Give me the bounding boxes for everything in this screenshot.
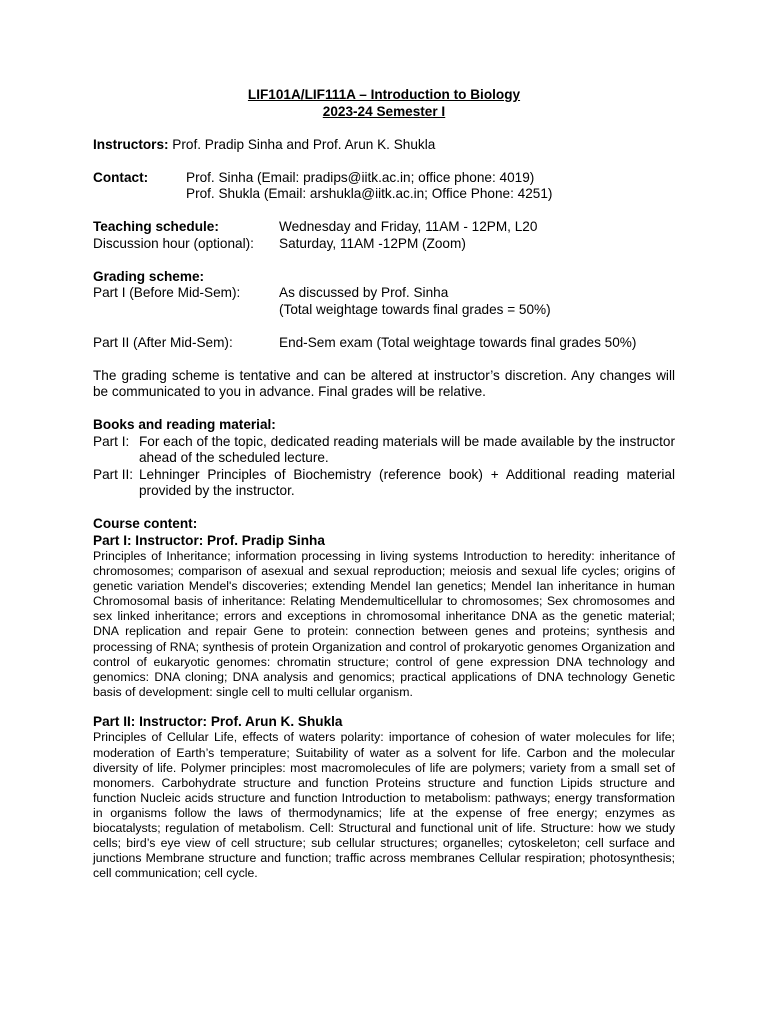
course-part2-heading: Part II: Instructor: Prof. Arun K. Shukla	[93, 713, 343, 729]
grading-part2-label: Part II (After Mid-Sem):	[93, 334, 233, 350]
course-part1-text: Principles of Inheritance; information processing in living systems Introduction to heredity: inheritance of chromosomes; comparison of asexual and sexual reproduction; meiosis and sexual life cycles; origins of genetic variation Mendel's discoveries; extending Mendel Ian genetics; Mendel Ian inheritance in human Chromosomal basis of inheritance: Relating Mendemulticellular to chromosomes; Sex chromosomes and sex linked inheritance; errors and exceptions in chromosomal inheritance DNA as the genetic material; DNA replication and repair Gene to protein: connection between genes and proteins; synthesis and processing of RNA; synthesis of protein Organization and control of prokaryotic genomes Organization and control of eukaryotic genomes: chromatin structure; control of gene expression DNA technology and genomics: DNA cloning; DNA analysis and genomics; practical applications of DNA technology Genetic basis of development: single cell to multi cellular organism.	[93, 549, 675, 699]
contact-block	[93, 170, 675, 203]
grading-part2-row	[93, 335, 675, 352]
books-part1-text: For each of the topic, dedicated reading materials will be made available by the instructor ahead of the scheduled lecture.	[139, 433, 675, 465]
books-part2-prefix: Part II:	[93, 466, 134, 482]
contact-label: Contact:	[93, 169, 149, 185]
books-part1	[93, 434, 675, 467]
grading-part2-value: End-Sem exam (Total weightage towards final grades 50%)	[279, 334, 637, 350]
contact-shukla: Prof. Shukla (Email: arshukla@iitk.ac.in; Office Phone: 4251)	[186, 186, 553, 201]
document-body	[93, 87, 675, 881]
books-heading: Books and reading material:	[93, 417, 276, 432]
teaching-schedule-row	[93, 219, 675, 236]
books-part1-prefix: Part I:	[93, 433, 130, 449]
instructors-line	[93, 137, 675, 154]
grading-part1-line1: As discussed by Prof. Sinha	[279, 285, 449, 300]
books-part2	[93, 467, 675, 500]
course-title-line2: 2023-24 Semester I	[322, 103, 446, 119]
grading-note: The grading scheme is tentative and can be altered at instructor’s discretion. Any changes will be communicated to you in advance. Final grades will be relative.	[93, 367, 675, 399]
grading-part1-line2: (Total weightage towards final grades = 50%)	[279, 301, 551, 317]
course-title-line1: LIF101A/LIF111A – Introduction to Biology	[247, 87, 521, 102]
discussion-hour-row	[93, 236, 675, 253]
course-part2-text: Principles of Cellular Life, effects of waters polarity: importance of cohesion of water molecules for life; moderation of Earth’s temperature; Suitability of water as a solvent for life. Carbon and the molecular diversity of life. Polymer principles: most macromolecules of life are polymers; variety from a small set of monomers. Carbohydrate structure and function Proteins structure and function Lipids structure and function Nucleic acids structure and function Introduction to metabolism: pathways; energy transformation in organisms follow the laws of thermodynamics; life at the expense of free energy; enzymes as biocatalysts; regulation of metabolism. Cell: Structural and functional unit of life. Structure: how we study cells; bird’s eye view of cell structure; sub cellular structures; organelles; cytoskeleton; cell surface and junctions Membrane structure and function; traffic across membranes Cellular respiration; photosynthesis; cell communication; cell cycle.	[93, 730, 675, 881]
instructors-value: Prof. Pradip Sinha and Prof. Arun K. Shukla	[168, 136, 436, 152]
teaching-schedule-label: Teaching schedule:	[93, 219, 219, 234]
contact-sinha: Prof. Sinha (Email: pradips@iitk.ac.in; office phone: 4019)	[186, 169, 535, 185]
instructors-label: Instructors:	[93, 136, 169, 152]
course-title	[93, 87, 675, 120]
grading-heading: Grading scheme:	[93, 268, 205, 284]
discussion-hour-value: Saturday, 11AM -12PM (Zoom)	[279, 235, 466, 251]
course-part1-heading: Part I: Instructor: Prof. Pradip Sinha	[93, 532, 325, 548]
grading-part1-label: Part I (Before Mid-Sem):	[93, 285, 241, 300]
books-part2-text: Lehninger Principles of Biochemistry (reference book) + Additional reading material provided by the instructor.	[139, 466, 675, 498]
course-content-heading: Course content:	[93, 516, 198, 531]
discussion-hour-label: Discussion hour (optional):	[93, 235, 254, 251]
teaching-schedule-value: Wednesday and Friday, 11AM - 12PM, L20	[279, 219, 538, 234]
grading-part1-row	[93, 285, 675, 318]
